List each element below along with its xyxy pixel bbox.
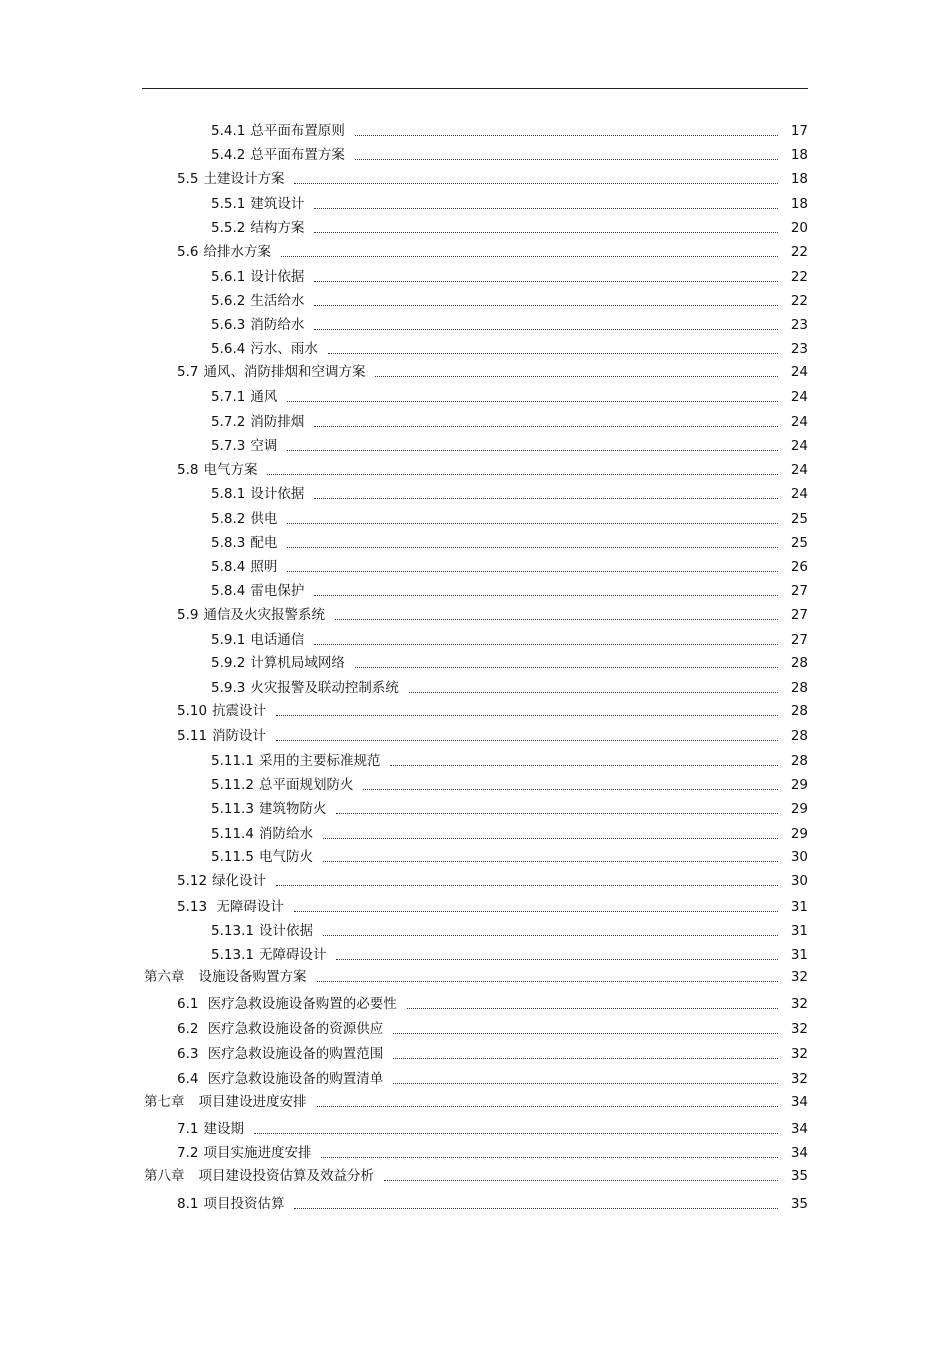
toc-entry-title: 消防设计 — [212, 728, 267, 744]
toc-entry-number: 第六章 — [144, 969, 185, 985]
toc-entry[interactable] — [144, 967, 808, 987]
toc-entry-title: 项目实施进度安排 — [203, 1145, 312, 1161]
toc-entry-title: 无障碍设计 — [212, 899, 284, 915]
toc-entry-number: 5.4.1 — [211, 123, 246, 139]
toc-entry[interactable] — [177, 701, 808, 721]
toc-entry[interactable] — [144, 1166, 808, 1186]
toc-entry-page: 24 — [790, 486, 808, 502]
toc-entry-number: 8.1 — [177, 1196, 199, 1212]
toc-dot-leader — [314, 295, 778, 306]
toc-dot-leader — [335, 609, 778, 620]
toc-entry-number: 6.3 — [177, 1046, 199, 1062]
toc-dot-leader — [314, 488, 778, 499]
toc-entry[interactable] — [177, 726, 808, 746]
toc-entry-number: 5.6.3 — [211, 317, 246, 333]
toc-entry-number: 6.2 — [177, 1021, 199, 1037]
toc-entry-page: 31 — [790, 899, 808, 915]
toc-dot-leader — [393, 1048, 778, 1059]
toc-entry-page: 18 — [790, 196, 808, 212]
toc-dot-leader — [314, 585, 778, 596]
toc-dot-leader — [276, 730, 778, 741]
toc-dot-leader — [287, 440, 778, 451]
toc-entry-number: 5.8.4 — [211, 583, 246, 599]
toc-entry-title: 项目投资估算 — [203, 1196, 285, 1212]
toc-entry-page: 31 — [790, 923, 808, 939]
toc-entry[interactable] — [177, 460, 808, 480]
toc-entry-page: 32 — [790, 1046, 808, 1062]
toc-entry-page: 32 — [790, 996, 808, 1012]
toc-entry-number: 5.13.1 — [211, 947, 254, 963]
toc-entry[interactable] — [211, 484, 808, 504]
toc-dot-leader — [321, 1147, 778, 1158]
toc-entry[interactable] — [177, 242, 808, 262]
toc-entry-title: 消防给水 — [250, 317, 305, 333]
toc-dot-leader — [323, 925, 778, 936]
toc-dot-leader — [314, 634, 778, 645]
toc-dot-leader — [317, 1096, 779, 1107]
toc-entry[interactable] — [177, 1194, 808, 1214]
toc-entry-title: 设计依据 — [250, 486, 305, 502]
toc-entry-title: 绿化设计 — [212, 873, 267, 889]
toc-entry[interactable] — [211, 121, 808, 141]
toc-entry[interactable] — [211, 509, 808, 529]
toc-entry-number: 5.6.4 — [211, 341, 246, 357]
toc-dot-leader — [287, 537, 778, 548]
toc-dot-leader — [314, 222, 778, 233]
toc-dot-leader — [336, 803, 778, 814]
toc-entry-title: 采用的主要标准规范 — [258, 753, 381, 769]
toc-entry[interactable] — [211, 194, 808, 214]
toc-entry-number: 第八章 — [144, 1168, 185, 1184]
toc-entry-page: 35 — [790, 1168, 808, 1184]
toc-entry-title: 通风、消防排烟和空调方案 — [203, 364, 366, 380]
toc-dot-leader — [287, 561, 778, 572]
toc-entry-page: 24 — [790, 438, 808, 454]
toc-entry-number: 5.13 — [177, 899, 208, 915]
toc-entry-number: 5.10 — [177, 703, 208, 719]
toc-entry-page: 28 — [790, 655, 808, 671]
toc-entry-page: 24 — [790, 462, 808, 478]
toc-entry[interactable] — [211, 678, 808, 698]
toc-entry[interactable] — [211, 751, 808, 771]
toc-entry-page: 18 — [790, 171, 808, 187]
toc-entry-title: 计算机局域网络 — [250, 655, 345, 671]
toc-entry-number: 5.11.2 — [211, 777, 254, 793]
toc-entry-page: 29 — [790, 801, 808, 817]
toc-entry-title: 通风 — [250, 389, 278, 405]
toc-dot-leader — [407, 998, 778, 1009]
toc-dot-leader — [355, 657, 778, 668]
toc-entry-number: 5.13.1 — [211, 923, 254, 939]
toc-entry-title: 消防给水 — [258, 826, 313, 842]
toc-entry-number: 5.7.3 — [211, 438, 246, 454]
toc-entry-title: 医疗急救设施设备购置的必要性 — [203, 996, 397, 1012]
toc-entry[interactable] — [211, 436, 808, 456]
toc-dot-leader — [375, 366, 778, 377]
toc-entry-number: 5.9.1 — [211, 632, 246, 648]
toc-entry-title: 设施设备购置方案 — [198, 969, 307, 985]
toc-entry-page: 35 — [790, 1196, 808, 1212]
toc-entry-number: 5.11.5 — [211, 849, 254, 865]
toc-entry-title: 火灾报警及联动控制系统 — [250, 680, 399, 696]
toc-entry-page: 26 — [790, 559, 808, 575]
toc-dot-leader — [281, 246, 778, 257]
toc-dot-leader — [393, 1023, 778, 1034]
toc-entry-page: 22 — [790, 269, 808, 285]
toc-entry-title: 配电 — [250, 535, 278, 551]
toc-entry-title: 建设期 — [203, 1121, 244, 1137]
toc-entry-title: 抗震设计 — [212, 703, 267, 719]
toc-dot-leader — [393, 1073, 778, 1084]
toc-entry-page: 24 — [790, 364, 808, 380]
toc-entry-page: 31 — [790, 947, 808, 963]
toc-entry-title: 通信及火灾报警系统 — [203, 607, 325, 623]
toc-entry-number: 5.7 — [177, 364, 199, 380]
toc-entry-title: 总平面规划防火 — [258, 777, 354, 793]
toc-entry[interactable] — [211, 533, 808, 553]
toc-entry-number: 5.5.1 — [211, 196, 246, 212]
toc-entry-title: 电话通信 — [250, 632, 305, 648]
toc-entry-number: 5.8.1 — [211, 486, 246, 502]
toc-entry-page: 28 — [790, 680, 808, 696]
toc-entry[interactable] — [211, 387, 808, 407]
toc-entry-page: 24 — [790, 389, 808, 405]
toc-entry-number: 5.6 — [177, 244, 199, 260]
toc-dot-leader — [314, 416, 778, 427]
toc-entry-page: 24 — [790, 414, 808, 430]
toc-entry[interactable] — [144, 1092, 808, 1112]
toc-entry-page: 34 — [790, 1145, 808, 1161]
toc-entry-number: 5.8.4 — [211, 559, 246, 575]
toc-dot-leader — [328, 343, 778, 354]
toc-entry[interactable] — [211, 775, 808, 795]
toc-entry[interactable] — [211, 921, 808, 941]
toc-entry-title: 雷电保护 — [250, 583, 305, 599]
toc-entry[interactable] — [177, 1019, 808, 1039]
toc-entry[interactable] — [211, 339, 808, 359]
toc-entry[interactable] — [211, 945, 808, 965]
toc-entry[interactable] — [177, 169, 808, 189]
toc-entry-page: 25 — [790, 511, 808, 527]
toc-entry-title: 设计依据 — [250, 269, 305, 285]
toc-entry[interactable] — [211, 799, 808, 819]
toc-entry-page: 32 — [790, 969, 808, 985]
toc-entry-number: 5.11.4 — [211, 826, 254, 842]
toc-entry-title: 污水、雨水 — [250, 341, 318, 357]
toc-entry[interactable] — [211, 315, 808, 335]
toc-entry-title: 建筑设计 — [250, 196, 305, 212]
toc-entry-page: 18 — [790, 147, 808, 163]
toc-entry-number: 5.8 — [177, 462, 199, 478]
toc-entry[interactable] — [211, 581, 808, 601]
toc-entry-number: 5.5.2 — [211, 220, 246, 236]
toc-entry-page: 32 — [790, 1071, 808, 1087]
toc-dot-leader — [287, 391, 778, 402]
toc-entry-page: 29 — [790, 777, 808, 793]
toc-entry-page: 29 — [790, 826, 808, 842]
toc-entry-page: 27 — [790, 632, 808, 648]
toc-entry-title: 设计依据 — [258, 923, 313, 939]
toc-dot-leader — [355, 125, 778, 136]
toc-entry[interactable] — [177, 897, 808, 917]
toc-dot-leader — [267, 464, 778, 475]
toc-entry-page: 20 — [790, 220, 808, 236]
toc-entry-title: 无障碍设计 — [258, 947, 327, 963]
toc-entry[interactable] — [177, 1044, 808, 1064]
toc-dot-leader — [294, 1198, 778, 1209]
toc-entry-page: 30 — [790, 849, 808, 865]
toc-entry-number: 7.2 — [177, 1145, 199, 1161]
toc-dot-leader — [294, 173, 778, 184]
toc-entry-title: 消防排烟 — [250, 414, 305, 430]
toc-entry[interactable] — [211, 630, 808, 650]
toc-entry-title: 结构方案 — [250, 220, 305, 236]
toc-dot-leader — [409, 682, 778, 693]
toc-entry-title: 空调 — [250, 438, 278, 454]
toc-dot-leader — [314, 198, 778, 209]
toc-entry-page: 28 — [790, 703, 808, 719]
toc-entry-page: 32 — [790, 1021, 808, 1037]
toc-entry-number: 5.6.1 — [211, 269, 246, 285]
toc-entry-title: 生活给水 — [250, 293, 305, 309]
toc-entry-title: 电气防火 — [258, 849, 313, 865]
toc-entry-number: 5.9.3 — [211, 680, 246, 696]
toc-entry[interactable] — [211, 291, 808, 311]
toc-entry-number: 5.8.3 — [211, 535, 246, 551]
toc-entry-title: 供电 — [250, 511, 278, 527]
toc-entry-title: 项目建设进度安排 — [198, 1094, 307, 1110]
toc-entry[interactable] — [177, 605, 808, 625]
toc-entry[interactable] — [211, 267, 808, 287]
toc-entry-page: 28 — [790, 728, 808, 744]
toc-entry-number: 5.7.2 — [211, 414, 246, 430]
toc-entry-number: 5.11 — [177, 728, 208, 744]
toc-entry-number: 5.5 — [177, 171, 199, 187]
toc-entry[interactable] — [211, 847, 808, 867]
toc-entry[interactable] — [177, 1143, 808, 1163]
toc-dot-leader — [276, 875, 778, 886]
toc-entry[interactable] — [177, 362, 808, 382]
toc-entry[interactable] — [211, 145, 808, 165]
toc-entry-number: 7.1 — [177, 1121, 199, 1137]
toc-entry[interactable] — [211, 557, 808, 577]
toc-entry[interactable] — [211, 412, 808, 432]
toc-entry-number: 第七章 — [144, 1094, 185, 1110]
toc-entry[interactable] — [211, 218, 808, 238]
toc-entry[interactable] — [177, 871, 808, 891]
toc-entry-page: 34 — [790, 1121, 808, 1137]
toc-entry-number: 5.12 — [177, 873, 208, 889]
toc-entry[interactable] — [177, 994, 808, 1014]
toc-dot-leader — [287, 513, 778, 524]
toc-entry-number: 6.1 — [177, 996, 199, 1012]
toc-dot-leader — [294, 901, 778, 912]
toc-entry[interactable] — [177, 1069, 808, 1089]
toc-dot-leader — [323, 828, 778, 839]
toc-dot-leader — [390, 755, 778, 766]
toc-entry-title: 总平面布置方案 — [250, 147, 345, 163]
toc-entry-page: 27 — [790, 607, 808, 623]
toc-entry-title: 医疗急救设施设备的资源供应 — [203, 1021, 384, 1037]
toc-entry-title: 医疗急救设施设备的购置范围 — [203, 1046, 384, 1062]
toc-entry-page: 34 — [790, 1094, 808, 1110]
toc-entry-number: 6.4 — [177, 1071, 199, 1087]
toc-entry-number: 5.4.2 — [211, 147, 246, 163]
toc-dot-leader — [254, 1123, 778, 1134]
toc-dot-leader — [314, 271, 778, 282]
toc-dot-leader — [384, 1170, 778, 1181]
toc-entry-page: 28 — [790, 753, 808, 769]
toc-entry[interactable] — [211, 824, 808, 844]
toc-entry-page: 17 — [790, 123, 808, 139]
toc-dot-leader — [363, 779, 778, 790]
toc-entry[interactable] — [177, 1119, 808, 1139]
toc-entry-number: 5.11.1 — [211, 753, 254, 769]
toc-dot-leader — [276, 705, 778, 716]
toc-entry-number: 5.7.1 — [211, 389, 246, 405]
toc-dot-leader — [314, 319, 778, 330]
toc-entry-title: 电气方案 — [203, 462, 258, 478]
toc-entry-title: 照明 — [250, 559, 278, 575]
toc-entry-number: 5.8.2 — [211, 511, 246, 527]
toc-entry-number: 5.11.3 — [211, 801, 254, 817]
toc-entry-number: 5.9 — [177, 607, 199, 623]
toc-entry-title: 土建设计方案 — [203, 171, 285, 187]
toc-entry-page: 27 — [790, 583, 808, 599]
toc-entry-page: 22 — [790, 293, 808, 309]
toc-entry[interactable] — [211, 653, 808, 673]
toc-dot-leader — [323, 851, 778, 862]
toc-dot-leader — [317, 971, 779, 982]
toc-entry-number: 5.6.2 — [211, 293, 246, 309]
toc-entry-page: 23 — [790, 341, 808, 357]
toc-entry-page: 30 — [790, 873, 808, 889]
toc-entry-page: 25 — [790, 535, 808, 551]
toc-entry-title: 给排水方案 — [203, 244, 271, 260]
toc-entry-page: 23 — [790, 317, 808, 333]
toc-entry-title: 项目建设投资估算及效益分析 — [198, 1168, 374, 1184]
toc-entry-title: 总平面布置原则 — [250, 123, 345, 139]
toc-entry-title: 建筑物防火 — [258, 801, 327, 817]
toc-dot-leader — [336, 949, 778, 960]
toc-dot-leader — [355, 149, 778, 160]
toc-entry-page: 22 — [790, 244, 808, 260]
toc-entry-title: 医疗急救设施设备的购置清单 — [203, 1071, 384, 1087]
toc-entry-number: 5.9.2 — [211, 655, 246, 671]
